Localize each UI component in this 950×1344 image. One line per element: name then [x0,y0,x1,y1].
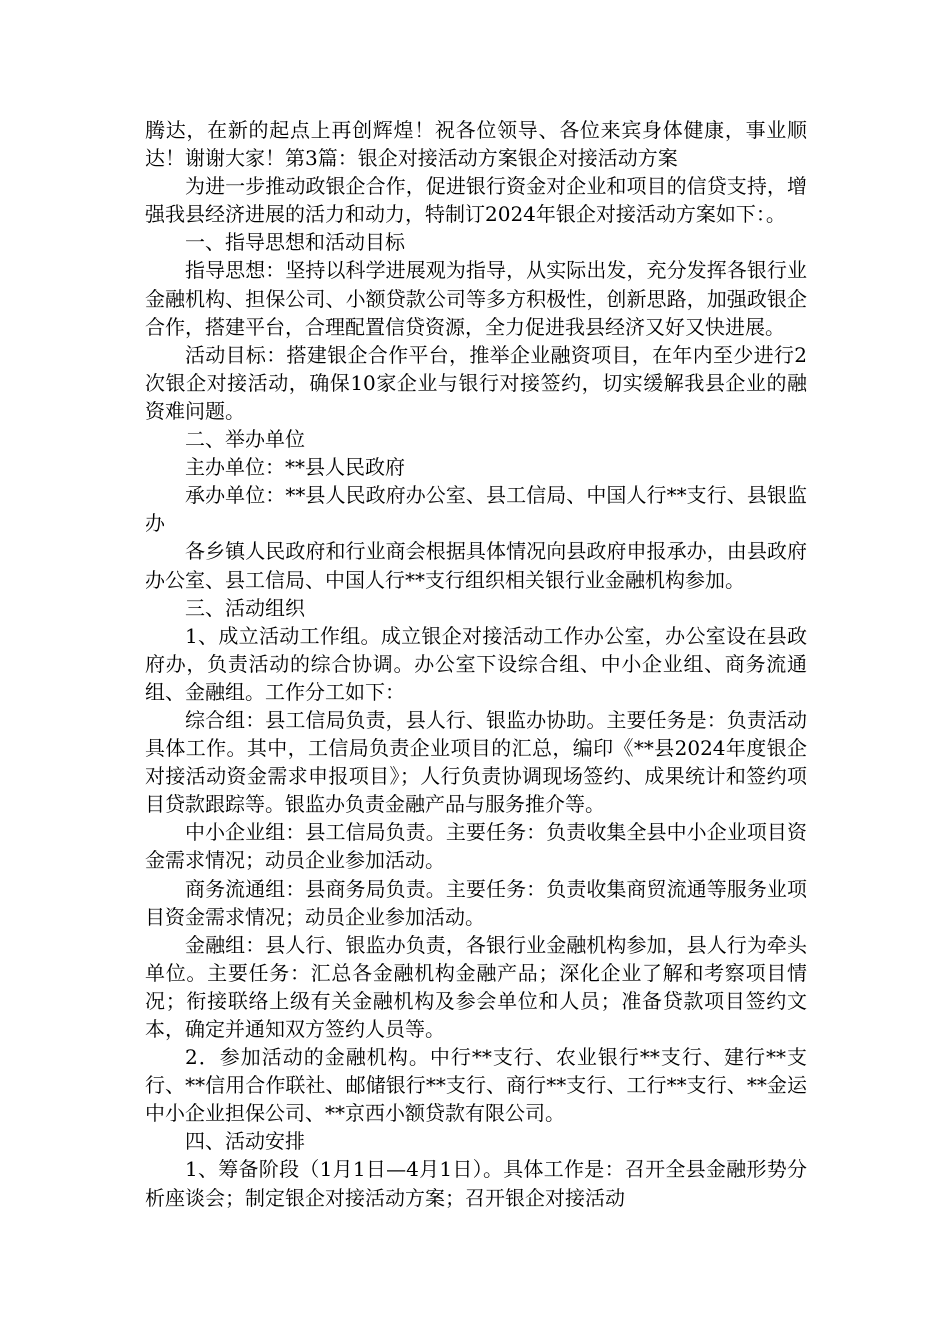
paragraph: 2．参加活动的金融机构。中行**支行、农业银行**支行、建行**支行、**信用合作联社、邮储银行**支行、商行**支行、工行**支行、**金运中小企业担保公司、**京西小额贷款有限公司。 [145,1045,807,1126]
paragraph: 1、筹备阶段（1月1日—4月1日）。具体工作是：召开全县金融形势分析座谈会；制定银企对接活动方案；召开银企对接活动 [145,1157,807,1210]
paragraph: 一、指导思想和活动目标 [185,230,405,255]
paragraph: 三、活动组织 [185,595,305,620]
paragraph: 指导思想：坚持以科学进展观为指导，从实际出发，充分发挥各银行业金融机构、担保公司、小额贷款公司等多方积极性，创新思路，加强政银企合作，搭建平台，合理配置信贷资源，全力促进我县经济又好又快进展。 [145,258,807,339]
paragraph: 二、举办单位 [185,427,305,452]
paragraph: 四、活动安排 [185,1129,305,1154]
paragraph: 中小企业组：县工信局负责。主要任务：负责收集全县中小企业项目资金需求情况；动员企业参加活动。 [145,820,807,873]
paragraph: 承办单位：**县人民政府办公室、县工信局、中国人行**支行、县银监办 [145,483,807,536]
paragraph: 1、成立活动工作组。成立银企对接活动工作办公室，办公室设在县政府办，负责活动的综合协调。办公室下设综合组、中小企业组、商务流通组、金融组。工作分工如下： [145,623,807,704]
document-body [145,116,807,1212]
paragraph: 活动目标：搭建银企合作平台，推举企业融资项目，在年内至少进行2次银企对接活动，确保10家企业与银行对接签约，切实缓解我县企业的融资难问题。 [145,342,807,423]
paragraph: 腾达，在新的起点上再创辉煌！祝各位领导、各位来宾身体健康，事业顺达！谢谢大家！第3篇：银企对接活动方案银企对接活动方案 [145,118,807,171]
paragraph: 商务流通组：县商务局负责。主要任务：负责收集商贸流通等服务业项目资金需求情况；动员企业参加活动。 [145,876,807,929]
paragraph: 主办单位：**县人民政府 [185,455,405,480]
paragraph: 综合组：县工信局负责，县人行、银监办协助。主要任务是：负责活动具体工作。其中，工信局负责企业项目的汇总，编印《**县2024年度银企对接活动资金需求申报项目》；人行负责协调现场签约、成果统计和签约项目贷款跟踪等。银监办负责金融产品与服务推介等。 [145,707,807,817]
paragraph: 金融组：县人行、银监办负责，各银行业金融机构参加，县人行为牵头单位。主要任务：汇总各金融机构金融产品；深化企业了解和考察项目情况；衔接联络上级有关金融机构及参会单位和人员；准备贷款项目签约文本，确定并通知双方签约人员等。 [145,932,807,1041]
paragraph: 各乡镇人民政府和行业商会根据具体情况向县政府申报承办，由县政府办公室、县工信局、中国人行**支行组织相关银行业金融机构参加。 [145,539,807,592]
paragraph: 为进一步推动政银企合作，促进银行资金对企业和项目的信贷支持，增强我县经济进展的活力和动力，特制订2024年银企对接活动方案如下：。 [145,174,807,227]
